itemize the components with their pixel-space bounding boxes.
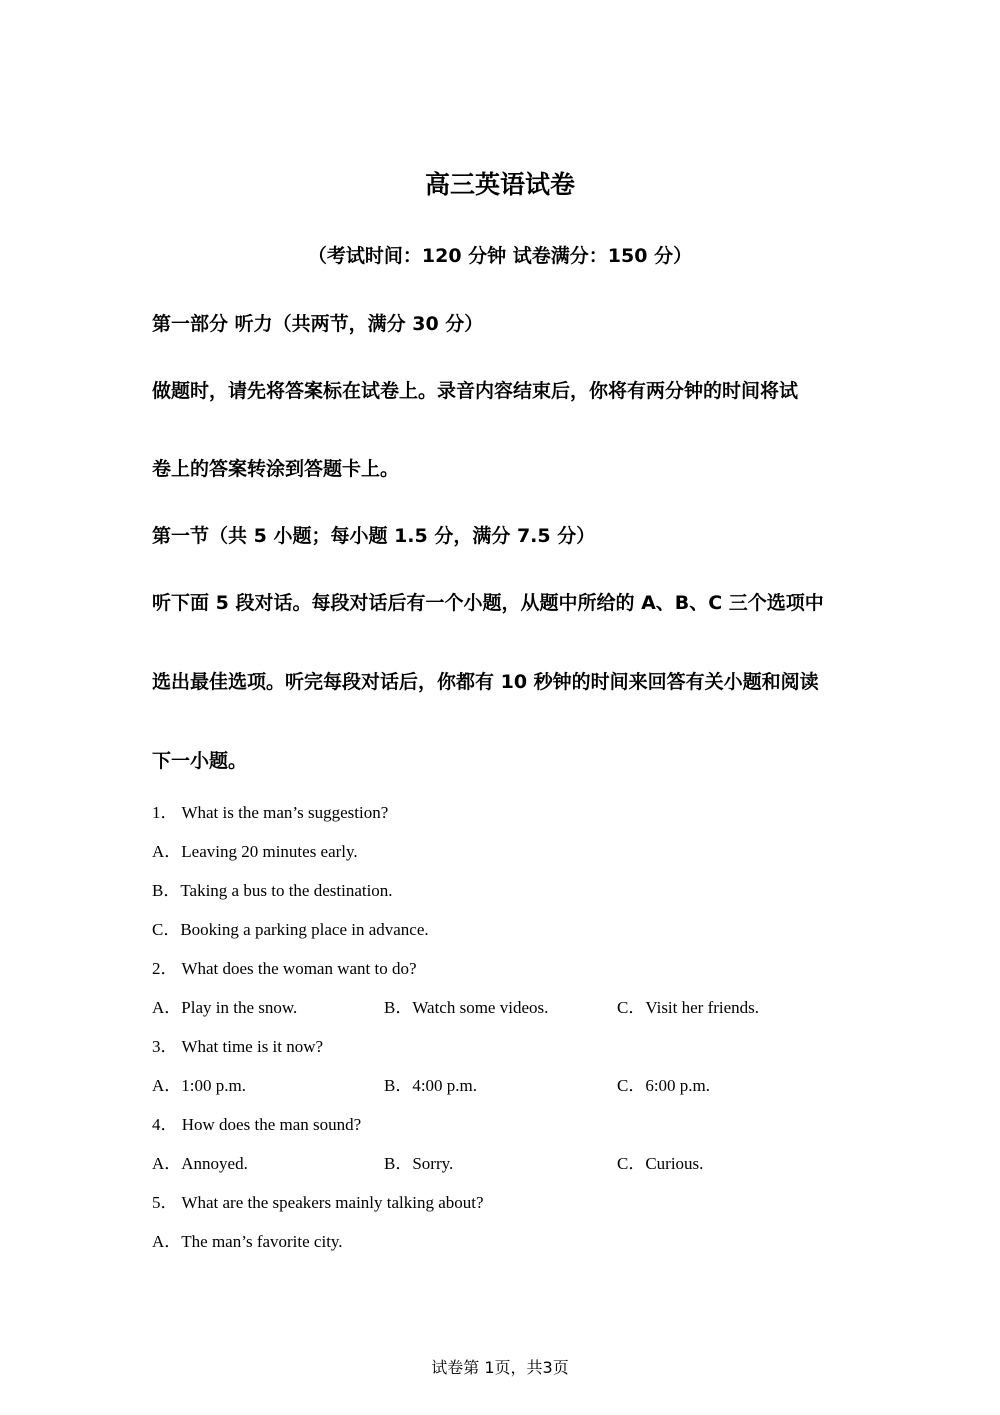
question-option: B．Taking a bus to the destination. <box>152 881 393 900</box>
section1-instruction-line: 听下面 5 段对话。每段对话后有一个小题，从题中所给的 A、B、C 三个选项中 <box>152 592 824 614</box>
question-stem: 1． What is the man’s suggestion? <box>152 803 389 822</box>
question-option: B．Sorry. <box>384 1154 454 1173</box>
page-footer: 试卷第 1页，共3页 <box>431 1358 569 1377</box>
question-option: A．Annoyed. <box>152 1154 248 1173</box>
question-option: C．Visit her friends. <box>617 998 760 1017</box>
part1-instruction-line: 做题时，请先将答案标在试卷上。录音内容结束后，你将有两分钟的时间将试 <box>152 380 799 402</box>
question-option: C．Booking a parking place in advance. <box>152 920 429 939</box>
question-option: B．Watch some videos. <box>384 998 549 1017</box>
part1-instruction-line: 卷上的答案转涂到答题卡上。 <box>152 458 400 480</box>
question-option: A．Play in the snow. <box>152 998 298 1017</box>
question-option: A．The man’s favorite city. <box>152 1232 343 1251</box>
question-option: B．4:00 p.m. <box>384 1076 478 1095</box>
question-stem: 2． What does the woman want to do? <box>152 959 417 978</box>
section1-heading: 第一节（共 5 小题；每小题 1.5 分，满分 7.5 分） <box>152 525 596 547</box>
page-title: 高三英语试卷 <box>424 170 575 199</box>
question-option: C．Curious. <box>617 1154 704 1173</box>
question-stem: 3． What time is it now? <box>152 1037 324 1056</box>
question-option: A．1:00 p.m. <box>152 1076 246 1095</box>
section1-instruction-line: 下一小题。 <box>152 750 248 772</box>
section1-instruction-line: 选出最佳选项。听完每段对话后，你都有 10 秒钟的时间来回答有关小题和阅读 <box>152 671 819 693</box>
question-option: C．6:00 p.m. <box>617 1076 711 1095</box>
question-option: A．Leaving 20 minutes early. <box>152 842 358 861</box>
exam-info: （考试时间：120 分钟 试卷满分：150 分） <box>307 245 693 267</box>
question-stem: 5． What are the speakers mainly talking about? <box>152 1193 484 1212</box>
question-stem: 4． How does the man sound? <box>152 1115 362 1134</box>
part1-heading: 第一部分 听力（共两节，满分 30 分） <box>152 313 484 335</box>
